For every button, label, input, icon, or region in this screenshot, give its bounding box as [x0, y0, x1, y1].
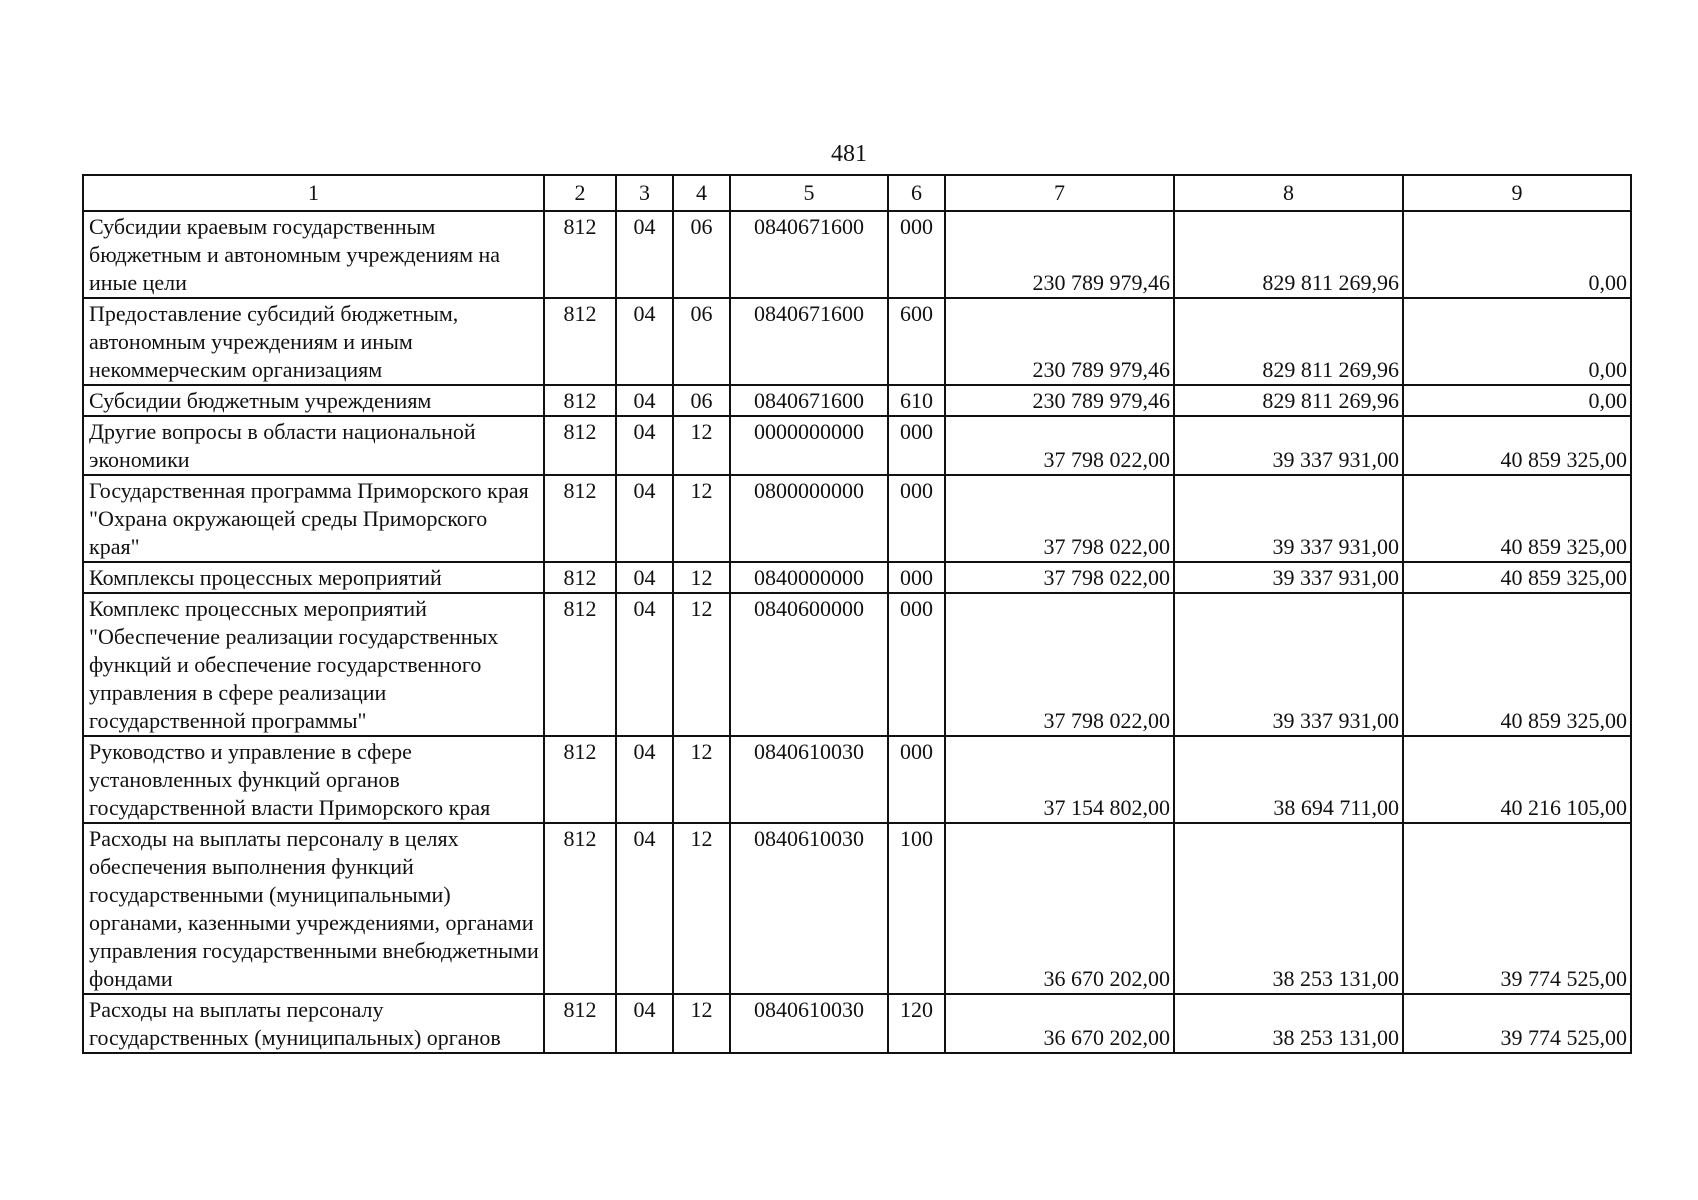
table-row [83, 416, 1631, 475]
expense-type-code-cell: 000 [888, 211, 945, 298]
amount-col7-cell: 36 670 202,00 [945, 994, 1174, 1053]
subsection-code-cell: 06 [673, 298, 730, 385]
amount-col9-cell: 0,00 [1403, 211, 1631, 298]
target-article-code-cell: 0840671600 [730, 385, 888, 416]
subsection-code-cell: 12 [673, 593, 730, 736]
gr-code-cell: 812 [544, 593, 616, 736]
row-name-cell: Субсидии бюджетным учреждениям [83, 385, 544, 416]
expense-type-code-cell: 000 [888, 593, 945, 736]
amount-col8-cell: 829 811 269,96 [1174, 211, 1403, 298]
row-name-cell: Государственная программа Приморского края "Охрана окружающей среды Приморского края" [83, 475, 544, 562]
gr-code-cell: 812 [544, 416, 616, 475]
amount-col8-cell: 39 337 931,00 [1174, 562, 1403, 593]
header-cell-3: 3 [616, 175, 673, 211]
subsection-code-cell: 06 [673, 385, 730, 416]
header-cell-2: 2 [544, 175, 616, 211]
row-name-cell: Расходы на выплаты персоналу государственных (муниципальных) органов [83, 994, 544, 1053]
amount-col9-cell: 39 774 525,00 [1403, 823, 1631, 994]
page-number: 481 [831, 141, 867, 167]
gr-code-cell: 812 [544, 823, 616, 994]
amount-col8-cell: 38 694 711,00 [1174, 736, 1403, 823]
gr-code-cell: 812 [544, 211, 616, 298]
table-row [83, 562, 1631, 593]
amount-col9-cell: 40 859 325,00 [1403, 593, 1631, 736]
target-article-code-cell: 0840671600 [730, 211, 888, 298]
expense-type-code-cell: 000 [888, 475, 945, 562]
amount-col9-cell: 0,00 [1403, 385, 1631, 416]
gr-code-cell: 812 [544, 994, 616, 1053]
amount-col8-cell: 38 253 131,00 [1174, 823, 1403, 994]
amount-col7-cell: 37 798 022,00 [945, 562, 1174, 593]
expense-type-code-cell: 000 [888, 562, 945, 593]
table-row [83, 994, 1631, 1053]
gr-code-cell: 812 [544, 562, 616, 593]
budget-table [82, 174, 1632, 1054]
header-cell-7: 7 [945, 175, 1174, 211]
header-cell-5: 5 [730, 175, 888, 211]
target-article-code-cell: 0840610030 [730, 823, 888, 994]
row-name-cell: Руководство и управление в сфере установленных функций органов государственной власти Приморского края [83, 736, 544, 823]
table-row [83, 475, 1631, 562]
subsection-code-cell: 12 [673, 475, 730, 562]
subsection-code-cell: 06 [673, 211, 730, 298]
row-name-cell: Субсидии краевым государственным бюджетным и автономным учреждениям на иные цели [83, 211, 544, 298]
section-code-cell: 04 [616, 211, 673, 298]
table-row [83, 736, 1631, 823]
gr-code-cell: 812 [544, 298, 616, 385]
table-row [83, 385, 1631, 416]
row-name-cell: Комплекс процессных мероприятий "Обеспечение реализации государственных функций и обеспечение государственного управления в сфере реализации государственной программы" [83, 593, 544, 736]
header-cell-8: 8 [1174, 175, 1403, 211]
section-code-cell: 04 [616, 994, 673, 1053]
amount-col9-cell: 40 216 105,00 [1403, 736, 1631, 823]
expense-type-code-cell: 600 [888, 298, 945, 385]
amount-col7-cell: 230 789 979,46 [945, 211, 1174, 298]
amount-col9-cell: 0,00 [1403, 298, 1631, 385]
header-cell-9: 9 [1403, 175, 1631, 211]
target-article-code-cell: 0840671600 [730, 298, 888, 385]
target-article-code-cell: 0000000000 [730, 416, 888, 475]
amount-col9-cell: 40 859 325,00 [1403, 416, 1631, 475]
amount-col7-cell: 37 798 022,00 [945, 593, 1174, 736]
target-article-code-cell: 0840000000 [730, 562, 888, 593]
amount-col8-cell: 39 337 931,00 [1174, 416, 1403, 475]
subsection-code-cell: 12 [673, 823, 730, 994]
gr-code-cell: 812 [544, 736, 616, 823]
target-article-code-cell: 0840600000 [730, 593, 888, 736]
table-row [83, 211, 1631, 298]
amount-col8-cell: 39 337 931,00 [1174, 593, 1403, 736]
row-name-cell: Предоставление субсидий бюджетным, автономным учреждениям и иным некоммерческим организациям [83, 298, 544, 385]
amount-col9-cell: 40 859 325,00 [1403, 562, 1631, 593]
gr-code-cell: 812 [544, 475, 616, 562]
section-code-cell: 04 [616, 562, 673, 593]
subsection-code-cell: 12 [673, 416, 730, 475]
row-name-cell: Другие вопросы в области национальной экономики [83, 416, 544, 475]
subsection-code-cell: 12 [673, 994, 730, 1053]
amount-col9-cell: 39 774 525,00 [1403, 994, 1631, 1053]
section-code-cell: 04 [616, 385, 673, 416]
section-code-cell: 04 [616, 736, 673, 823]
amount-col8-cell: 39 337 931,00 [1174, 475, 1403, 562]
section-code-cell: 04 [616, 298, 673, 385]
expense-type-code-cell: 000 [888, 736, 945, 823]
gr-code-cell: 812 [544, 385, 616, 416]
amount-col7-cell: 37 798 022,00 [945, 416, 1174, 475]
header-cell-4: 4 [673, 175, 730, 211]
target-article-code-cell: 0840610030 [730, 994, 888, 1053]
amount-col7-cell: 230 789 979,46 [945, 385, 1174, 416]
header-cell-1: 1 [83, 175, 544, 211]
subsection-code-cell: 12 [673, 736, 730, 823]
section-code-cell: 04 [616, 475, 673, 562]
row-name-cell: Расходы на выплаты персоналу в целях обеспечения выполнения функций государственными (муниципальными) органами, казенными учреждениями, органами управления государственными внебюджетными фондами [83, 823, 544, 994]
amount-col7-cell: 37 154 802,00 [945, 736, 1174, 823]
section-code-cell: 04 [616, 416, 673, 475]
amount-col8-cell: 38 253 131,00 [1174, 994, 1403, 1053]
amount-col7-cell: 37 798 022,00 [945, 475, 1174, 562]
header-cell-6: 6 [888, 175, 945, 211]
amount-col7-cell: 36 670 202,00 [945, 823, 1174, 994]
expense-type-code-cell: 610 [888, 385, 945, 416]
target-article-code-cell: 0840610030 [730, 736, 888, 823]
subsection-code-cell: 12 [673, 562, 730, 593]
amount-col8-cell: 829 811 269,96 [1174, 298, 1403, 385]
table-row [83, 823, 1631, 994]
section-code-cell: 04 [616, 823, 673, 994]
row-name-cell: Комплексы процессных мероприятий [83, 562, 544, 593]
header-row [83, 175, 1631, 211]
expense-type-code-cell: 100 [888, 823, 945, 994]
target-article-code-cell: 0800000000 [730, 475, 888, 562]
table-row [83, 298, 1631, 385]
expense-type-code-cell: 000 [888, 416, 945, 475]
amount-col8-cell: 829 811 269,96 [1174, 385, 1403, 416]
section-code-cell: 04 [616, 593, 673, 736]
amount-col9-cell: 40 859 325,00 [1403, 475, 1631, 562]
amount-col7-cell: 230 789 979,46 [945, 298, 1174, 385]
expense-type-code-cell: 120 [888, 994, 945, 1053]
table-row [83, 593, 1631, 736]
